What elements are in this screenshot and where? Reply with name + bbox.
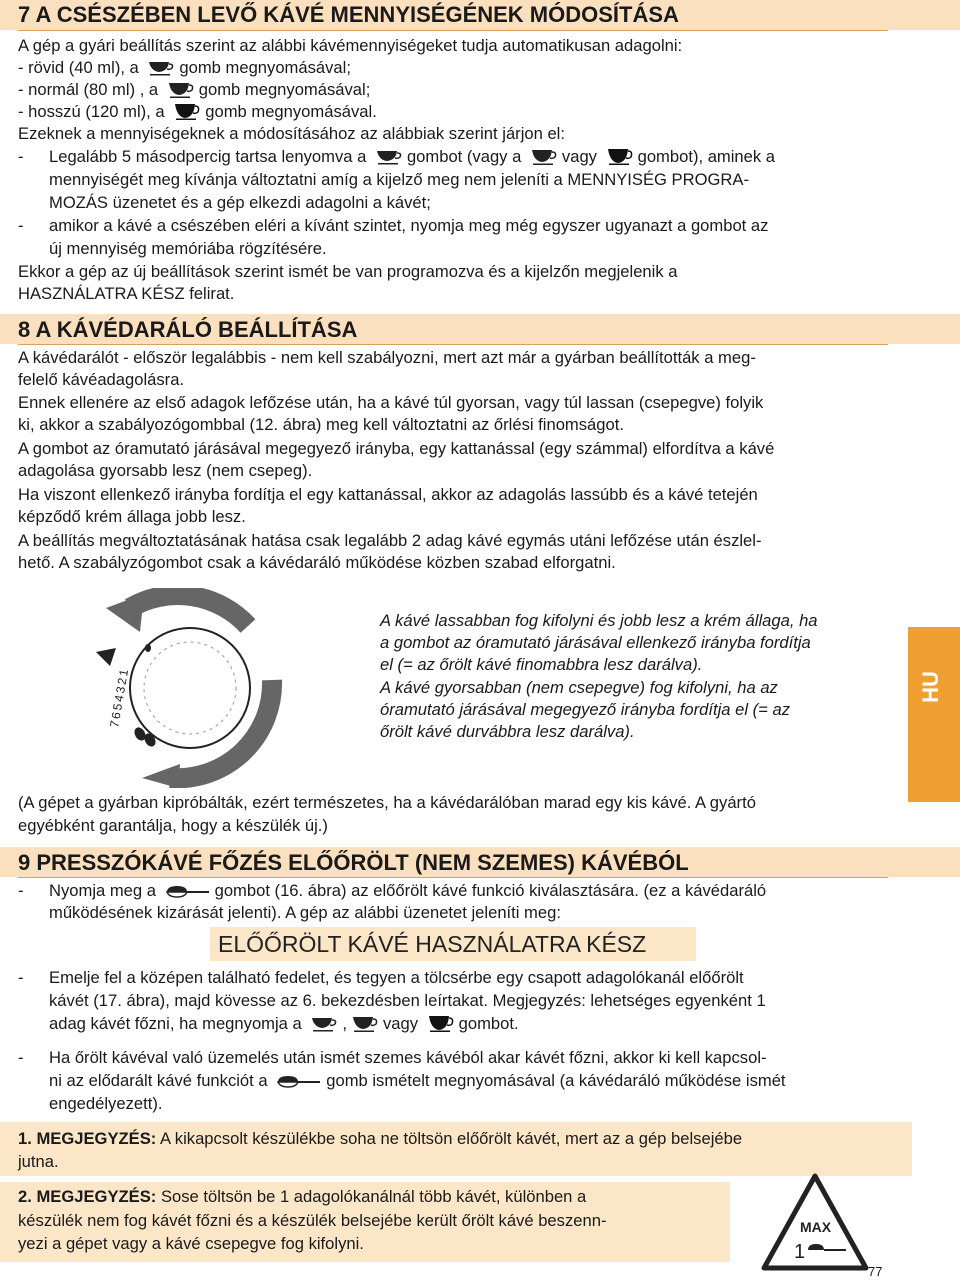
display-message: ELŐŐRÖLT KÁVÉ HASZNÁLATRA KÉSZ	[218, 931, 647, 957]
text: Sose töltsön be 1 adagolókanálnál több kávét, különben a	[156, 1187, 587, 1206]
dial-note-5: óramutató járásával megegyező irányba fordítja el (= az	[380, 700, 790, 719]
max-label: MAX	[800, 1219, 832, 1235]
text: vagy	[382, 1014, 423, 1033]
factory-note-2: egyébként garantálja, hogy a készülék új.)	[18, 816, 328, 835]
s7-line-4	[18, 101, 377, 123]
s8-line-8: képződő krém állaga jobb lesz.	[18, 507, 246, 526]
text: gomb megnyomásával;	[179, 58, 351, 77]
bullet-dash: -	[18, 968, 24, 987]
bullet-dash: -	[18, 147, 24, 166]
dial-inner-ring	[144, 642, 236, 734]
s8-line-1: A kávédarálót - először legalábbis - nem kell szabályozni, mert azt már a gyárban beállították a meg-	[18, 348, 756, 367]
text: gombot (vagy a	[406, 147, 526, 166]
section-7-title: 7 A CSÉSZÉBEN LEVŐ KÁVÉ MENNYISÉGÉNEK MÓDOSÍTÁSA	[18, 2, 679, 27]
scoop-handle	[824, 1249, 846, 1251]
short-coffee-cup-icon	[147, 60, 175, 76]
pointer-triangle-icon	[96, 648, 116, 666]
dial-note-4: A kávé gyorsabban (nem csepegve) fog kifolyni, ha az	[380, 678, 778, 697]
language-tab-label: HU	[918, 671, 943, 703]
section-9-title: 9 PRESSZÓKÁVÉ FŐZÉS ELŐŐRÖLT (NEM SZEMES) KÁVÉBÓL	[18, 850, 689, 875]
normal-coffee-cup-icon	[530, 149, 558, 165]
text: A kikapcsolt készülékbe soha ne töltsön előőrölt kávét, mert az a gép belsejébe	[156, 1129, 743, 1148]
language-tab	[908, 627, 960, 802]
ground-coffee-scoop-icon	[276, 1075, 322, 1089]
s9-line-1	[49, 880, 766, 902]
text: vagy	[561, 147, 602, 166]
text: ,	[342, 1014, 347, 1033]
s8-line-4: ki, akkor a szabályozógombbal (12. ábra) meg kell változtatni az őrlési finomságot.	[18, 415, 624, 434]
note-2-line-1	[18, 1186, 586, 1208]
s7-line-10: új mennyiség memóriába rögzítésére.	[49, 239, 327, 258]
s8-line-7: Ha viszont ellenkező irányba fordítja el egy kattanással, akkor az adagolás lassúbb és a kávé tetején	[18, 485, 758, 504]
normal-coffee-cup-icon	[167, 82, 195, 98]
dial-note-1: A kávé lassabban fog kifolyni és jobb lesz a krém állaga, ha	[380, 611, 818, 630]
text: Legalább 5 másodpercig tartsa lenyomva a	[49, 147, 371, 166]
s9-line-6: Ha őrölt kávéval való üzemelés után ismét szemes kávéból akar kávét főzni, akkor ki kell kapcsol-	[49, 1048, 767, 1067]
long-coffee-cup-icon	[606, 149, 634, 165]
note-1-line-1	[18, 1128, 742, 1150]
short-coffee-cup-icon	[310, 1016, 338, 1032]
max-one-scoop-warning-icon	[760, 1172, 870, 1272]
s9-line-3: Emelje fel a középen található fedelet, és tegyen a tölcsérbe egy csapott adagolókanál előőrölt	[49, 968, 744, 987]
s8-line-6: adagolása gyorsabb lesz (nem csepeg).	[18, 461, 313, 480]
note-2-line-3: yezi a gépet vagy a kávé csepegve fog kifolyni.	[18, 1234, 364, 1253]
note-2-label: 2. MEGJEGYZÉS:	[18, 1187, 157, 1206]
s9-line-4: kávét (17. ábra), majd kövesse az 6. bekezdésben leírtakat. Megjegyzés: lehetséges egyenként 1	[49, 991, 766, 1010]
counterclockwise-arrow	[130, 595, 248, 626]
s7-line-12: HASZNÁLATRA KÉSZ felirat.	[18, 284, 235, 303]
text: gombot.	[458, 1014, 519, 1033]
s8-line-2: felelő kávéadagolásra.	[18, 370, 185, 389]
page-number: 77	[868, 1264, 883, 1279]
text: gombot), aminek a	[637, 147, 776, 166]
text: gomb ismételt megnyomásával (a kávédaráló működése ismét	[326, 1071, 786, 1090]
max-number: 1	[794, 1241, 806, 1263]
dial-numbers: 7654321	[107, 666, 132, 729]
s7-line-11: Ekkor a gép az új beállítások szerint ismét be van programozva és a kijelzőn megjelenik a	[18, 262, 678, 281]
factory-note-1: (A gépet a gyárban kipróbálták, ezért természetes, ha a kávédarálóban marad egy kis kávé. A gyártó	[18, 793, 756, 812]
s9-line-5	[49, 1013, 519, 1035]
clockwise-arrow	[170, 680, 272, 778]
short-coffee-cup-icon	[375, 149, 403, 165]
display-message-box	[210, 927, 696, 961]
section-8-title: 8 A KÁVÉDARÁLÓ BEÁLLÍTÁSA	[18, 317, 358, 342]
note-2-line-2: készülék nem fog kávét főzni és a készülék belsejébe került őrölt kávé beszenn-	[18, 1211, 607, 1230]
s7-line-7: mennyiségét meg kívánja változtatni amíg a kijelző meg nem jeleníti a MENNYISÉG PROGRA-	[49, 170, 749, 189]
s7-line-8: MOZÁS üzenetet és a gép elkezdi adagolni a kávét;	[49, 193, 431, 212]
arrow-head-icon	[106, 594, 144, 632]
s7-line-6	[49, 146, 775, 168]
text: gombot (16. ábra) az előőrölt kávé funkció kiválasztására. (ez a kávédaráló	[214, 881, 767, 900]
text: - normál (80 ml) , a	[18, 80, 163, 99]
note-1-label: 1. MEGJEGYZÉS:	[18, 1129, 157, 1148]
text: adag kávét főzni, ha megnyomja a	[49, 1014, 307, 1033]
s7-line-5: Ezeknek a mennyiségeknek a módosításához az alábbiak szerint járjon el:	[18, 124, 565, 143]
grinder-dial-illustration	[60, 588, 320, 788]
note-1-line-2: jutna.	[18, 1152, 59, 1171]
s8-line-10: hető. A szabályzógombot csak a kávédaráló működése közben szabad elforgatni.	[18, 553, 616, 572]
dial-note-6: őrölt kávé durvábbra lesz darálva).	[380, 722, 635, 741]
s7-line-2	[18, 57, 351, 79]
s9-line-8: engedélyezett).	[49, 1094, 163, 1113]
s9-line-7	[49, 1070, 786, 1092]
arrow-head-icon	[142, 764, 180, 788]
text: ni az elődarált kávé funkciót a	[49, 1071, 273, 1090]
text: gomb megnyomásával;	[198, 80, 371, 99]
long-coffee-cup-icon	[173, 104, 201, 120]
s8-line-3: Ennek ellenére az első adagok lefőzése után, ha a kávé túl gyorsan, vagy túl lassan (csepegve) folyik	[18, 393, 764, 412]
text: gomb megnyomásával.	[205, 102, 377, 121]
long-coffee-cup-icon	[427, 1016, 455, 1032]
text: - rövid (40 ml), a	[18, 58, 144, 77]
coffee-bean-small-icon	[145, 644, 151, 652]
dial-note-2: a gombot az óramutató járásával ellenkező irányba fordítja	[380, 633, 811, 652]
s8-line-5: A gombot az óramutató járásával megegyező irányba, egy kattanással (egy számmal) elfordítva a kávé	[18, 439, 775, 458]
bullet-dash: -	[18, 881, 24, 900]
s8-line-9: A beállítás megváltoztatásának hatása csak legalább 2 adag kávé egymás utáni lefőzése után észlel-	[18, 531, 762, 550]
normal-coffee-cup-icon	[351, 1016, 379, 1032]
text: Nyomja meg a	[49, 881, 161, 900]
bullet-dash: -	[18, 216, 24, 235]
s9-line-2: működésének kizárását jelenti). A gép az alábbi üzenetet jeleníti meg:	[49, 903, 561, 922]
s7-line-3	[18, 79, 370, 101]
text: - hosszú (120 ml), a	[18, 102, 170, 121]
bullet-dash: -	[18, 1048, 24, 1067]
dial-note-3: el (= az őrölt kávé finomabbra lesz darálva).	[380, 655, 703, 674]
ground-coffee-scoop-icon	[165, 885, 211, 899]
s7-line-9: amikor a kávé a csészében eléri a kívánt szintet, nyomja meg még egyszer ugyanazt a gombot az	[49, 216, 769, 235]
s7-line-1: A gép a gyári beállítás szerint az alábbi kávémennyiségeket tudja automatikusan adagolni:	[18, 36, 683, 55]
